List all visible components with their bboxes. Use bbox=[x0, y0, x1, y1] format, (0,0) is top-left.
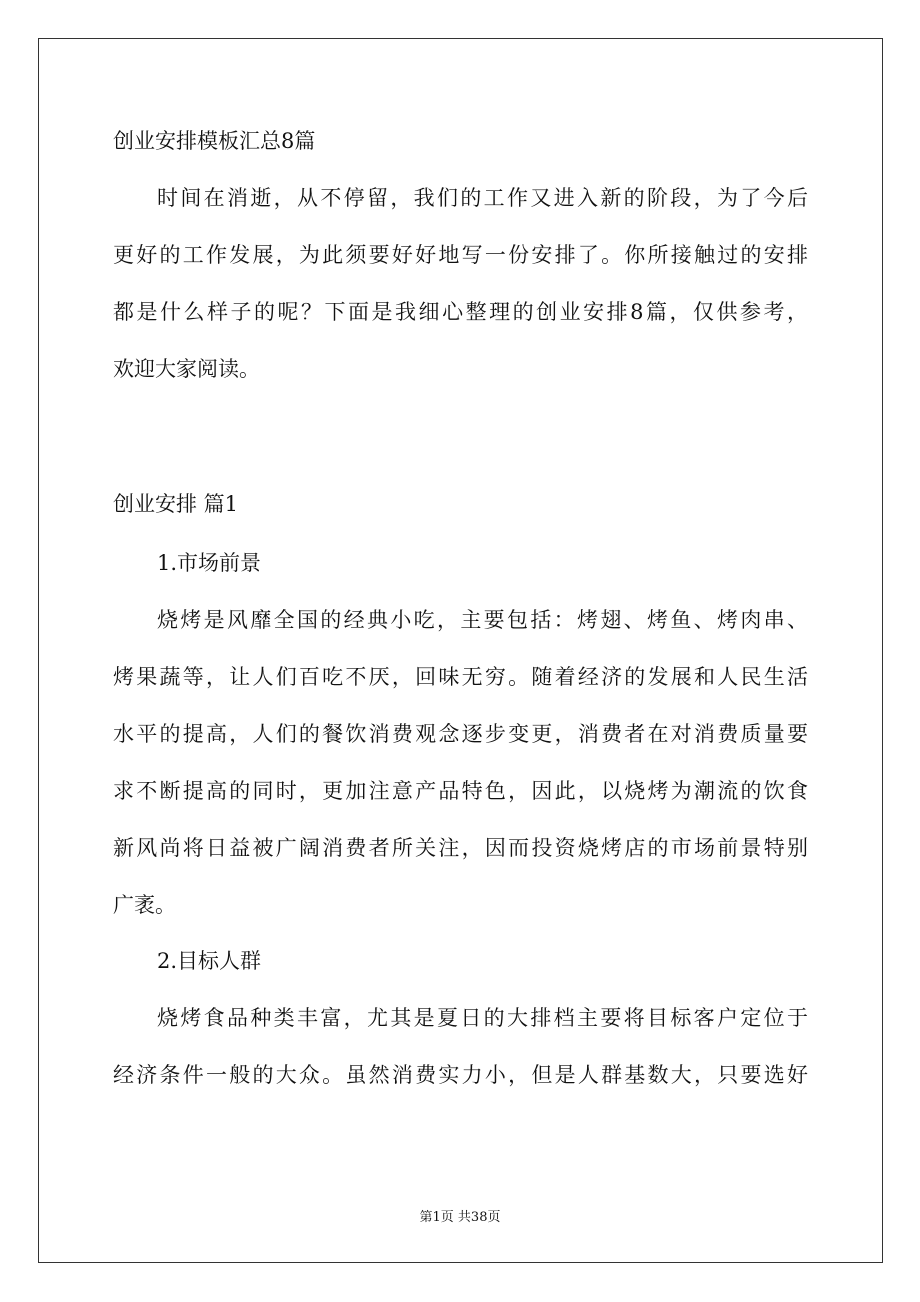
paragraph-line: 烧烤是风靡全国的经典小吃，主要包括：烤翅、烤鱼、烤肉串、 bbox=[157, 608, 808, 632]
paragraph-line: 烤果蔬等，让人们百吃不厌，回味无穷。随着经济的发展和人民生活 bbox=[113, 665, 808, 689]
paragraph-line: 求不断提高的同时，更加注意产品特色，因此，以烧烤为潮流的饮食 bbox=[113, 779, 808, 803]
subheading: 1.市场前景 bbox=[157, 551, 262, 575]
paragraph-line: 水平的提高，人们的餐饮消费观念逐步变更，消费者在对消费质量要 bbox=[113, 722, 808, 746]
paragraph-line: 经济条件一般的大众。虽然消费实力小，但是人群基数大，只要选好 bbox=[113, 1063, 808, 1087]
paragraph-line: 广袤。 bbox=[113, 893, 176, 917]
paragraph-line: 新风尚将日益被广阔消费者所关注，因而投资烧烤店的市场前景特别 bbox=[113, 836, 808, 860]
intro-line: 时间在消逝，从不停留，我们的工作又进入新的阶段，为了今后 bbox=[157, 186, 808, 210]
subheading: 2.目标人群 bbox=[157, 949, 262, 973]
intro-line: 更好的工作发展，为此须要好好地写一份安排了。你所接触过的安排 bbox=[113, 243, 808, 267]
intro-line: 都是什么样子的呢？下面是我细心整理的创业安排8篇，仅供参考， bbox=[113, 300, 808, 324]
page-footer: 第1页 共38页 bbox=[419, 1210, 501, 1225]
paragraph-line: 烧烤食品种类丰富，尤其是夏日的大排档主要将目标客户定位于 bbox=[157, 1006, 808, 1030]
section-title: 创业安排 篇1 bbox=[113, 492, 239, 516]
intro-line: 欢迎大家阅读。 bbox=[113, 357, 260, 381]
document-title: 创业安排模板汇总8篇 bbox=[113, 129, 316, 153]
